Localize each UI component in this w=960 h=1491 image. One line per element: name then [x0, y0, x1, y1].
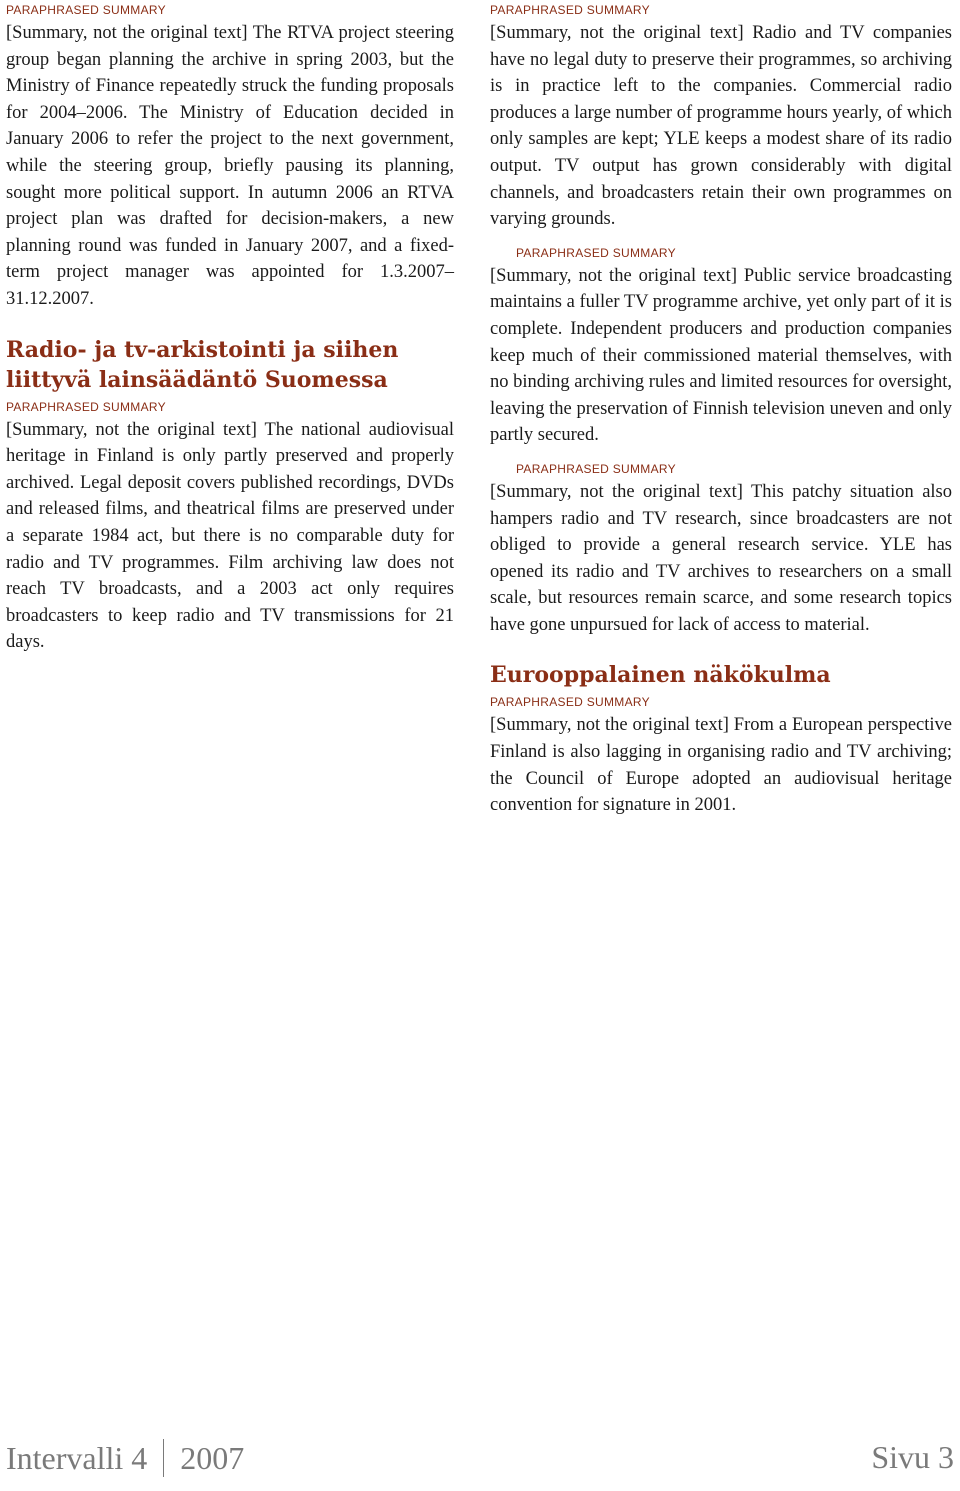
footer-publication: [6, 1439, 244, 1477]
page-number: Sivu 3: [871, 1439, 954, 1475]
summary-notice: PARAPHRASED SUMMARY: [6, 3, 166, 17]
section-heading-legislation: Radio- ja tv-arkistointi ja siihen liittyvä lainsäädäntö Suomessa: [6, 336, 399, 393]
paragraph-text: [Summary, not the original text] The national audiovisual heritage in Finland is only partly preserved and properly archived. Legal deposit covers published recordings, DVDs and released films, and theatrical films are preserved under a separate 1984 act, but there is no comparable duty for radio and TV programmes. Film archiving law does not reach TV broadcasts, and a 2003 act only requires broadcasters to keep radio and TV transmissions for 21 days.: [6, 419, 454, 653]
paragraph-broadcaster-archiving: [490, 2, 952, 233]
paragraph-text: [Summary, not the original text] This patchy situation also hampers radio and TV research, since broadcasters are not obliged to provide a general research service. YLE has opened its radio and TV archives to researchers on a small scale, but resources remain scarce, and some research topics have gone unpursued for lack of access to material.: [490, 481, 952, 635]
paragraph-text: [Summary, not the original text] Radio and TV companies have no legal duty to preserve their programmes, so archiving is in practice left to the companies. Commercial radio produces a large number of programme hours yearly, of which only samples are kept; YLE keeps a modest share of its radio output. TV output has grown considerably with digital channels, and broadcasters retain their own programmes on varying grounds.: [490, 23, 952, 230]
left-column: [6, 2, 454, 656]
footer-divider: [163, 1439, 164, 1477]
paragraph-public-service-archive: [490, 245, 952, 449]
summary-notice: PARAPHRASED SUMMARY: [6, 399, 166, 414]
paragraph-text: [Summary, not the original text] From a European perspective Finland is also lagging in organising radio and TV archiving; the Council of Europe adopted an audiovisual heritage convention for signature in 2001.: [490, 715, 952, 816]
paragraph-legislation: [6, 399, 454, 656]
section-heading-european: Eurooppalainen näkökulma: [490, 662, 831, 689]
summary-notice: PARAPHRASED SUMMARY: [516, 245, 676, 260]
right-column: [490, 2, 952, 819]
paragraph-text: [Summary, not the original text] Public service broadcasting maintains a fuller TV programme archive, yet only part of it is complete. Independent producers and production companies keep much of their commissioned material themselves, with no binding archiving rules and limited resources for oversight, leaving the preservation of Finnish television uneven and only partly secured.: [490, 265, 952, 446]
paragraph-text: [Summary, not the original text] The RTVA project steering group began planning the archive in spring 2003, but the Ministry of Finance repeatedly struck the funding proposals for 2004–2006. The Ministry of Education decided in January 2006 to refer the project to the next government, while the steering group, briefly pausing its planning, sought more political support. In autumn 2006 an RTVA project plan was drafted for decision-makers, a new planning round was funded in January 2007, and a fixed-term project manager was appointed for 1.3.2007–31.12.2007.: [6, 23, 454, 309]
paragraph-rtva-planning: [6, 2, 454, 313]
summary-notice: PARAPHRASED SUMMARY: [490, 695, 650, 710]
summary-notice: PARAPHRASED SUMMARY: [490, 3, 650, 17]
page-footer: [0, 1431, 960, 1491]
paragraph-european-perspective: [490, 694, 952, 818]
paragraph-research-access: [490, 461, 952, 639]
summary-notice: PARAPHRASED SUMMARY: [516, 461, 676, 476]
publication-year: 2007: [180, 1439, 245, 1476]
publication-name: Intervalli 4: [6, 1439, 148, 1476]
